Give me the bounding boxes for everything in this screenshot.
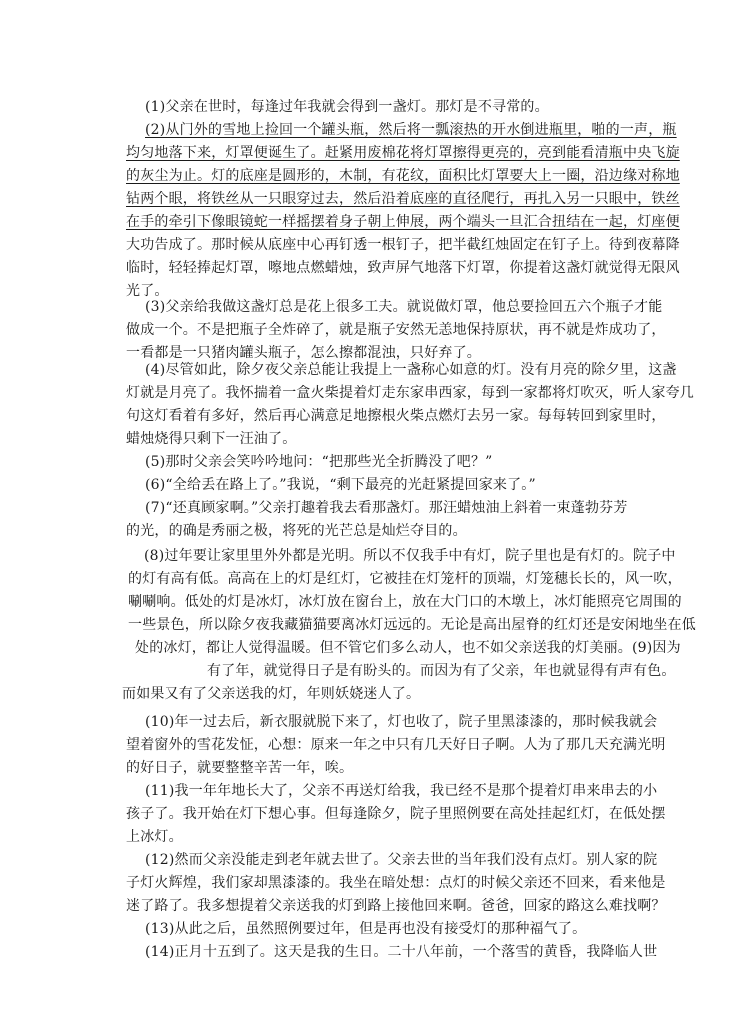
text-line: 做成一个。不是把瓶子全炸碎了，就是瓶子安然无恙地保持原状，再不就是炸成功了， — [126, 322, 666, 338]
text-line: 一些景色，所以除夕夜我藏猫猫要离冰灯远远的。无论是高出屋脊的红灯还是安闲地坐在低 — [128, 617, 696, 633]
text-line: 唰唰响。低处的灯是冰灯，冰灯放在窗台上，放在大门口的木墩上，冰灯能照亮它周围的 — [128, 594, 682, 610]
text-line: (2)从门外的雪地上捡回一个罐头瓶，然后将一瓢滚热的开水倒进瓶里，啪的一声，瓶 — [145, 122, 677, 138]
text-line: (14)正月十五到了。这天是我的生日。二十八年前，一个落雪的黄昏，我降临人世 — [145, 944, 658, 960]
text-line: 处的冰灯，都让人觉得温暖。但不管它们多么动人，也不如父亲送我的灯美丽。(9)因为 — [135, 640, 681, 656]
text-line: 的灰尘为止。灯的底座是圆形的，木制，有花纹，面积比灯罩要大上一圈，沿边缘对称地 — [126, 168, 680, 184]
text-line: 孩子了。我开始在灯下想心事。但每逢除夕，院子里照例要在高处挂起红灯，在低处摆 — [126, 806, 666, 822]
text-line: 灯就是月亮了。我怀揣着一盒火柴提着灯走东家串西家，每到一家都将灯吹灭，听人家夸几 — [126, 385, 694, 401]
text-line: 而如果又有了父亲送我的灯，年则妖娆迷人了。 — [122, 686, 421, 702]
text-line: 有了年，就觉得日子是有盼头的。而因为有了父亲，年也就显得有声有色。 — [207, 663, 676, 679]
text-line: 光了。 — [126, 283, 169, 299]
text-line: (4)尽管如此，除夕夜父亲总能让我提上一盏称心如意的灯。没有月亮的除夕里，这盏 — [145, 362, 677, 378]
text-line: (8)过年要让家里里外外都是光明。所以不仅我手中有灯，院子里也是有灯的。院子中 — [144, 548, 676, 564]
text-line: 子灯火辉煌，我们家却黑漆漆的。我坐在暗处想：点灯的时候父亲还不回来，看来他是 — [126, 875, 666, 891]
text-line: (6)“全给丢在路上了。”我说，“剩下最亮的光赶紧提回家来了。” — [145, 477, 536, 493]
text-line: 大功告成了。那时候从底座中心再钉透一根钉子，把半截红烛固定在钉子上。待到夜幕降 — [126, 237, 680, 253]
text-line: 临时，轻轻捧起灯罩，嚓地点燃蜡烛，致声屏气地落下灯罩，你提着这盏灯就觉得无限风 — [126, 260, 680, 276]
text-line: (3)父亲给我做这盏灯总是花上很多工夫。就说做灯罩，他总要捡回五六个瓶子才能 — [145, 299, 663, 315]
text-line: 的灯有高有低。高高在上的灯是红灯，它被挂在灯笼杆的顶端，灯笼穗长长的，风一吹， — [128, 571, 682, 587]
text-line: 上冰灯。 — [126, 829, 183, 845]
text-line: (12)然而父亲没能走到老年就去世了。父亲去世的当年我们没有点灯。别人家的院 — [145, 852, 658, 868]
text-line: (11)我一年年地长大了，父亲不再送灯给我，我已经不是那个提着灯串来串去的小 — [145, 783, 658, 799]
text-line: 一看都是一只猪肉罐头瓶子，怎么擦都混浊，只好弃了。 — [126, 345, 481, 361]
text-line: (1)父亲在世时，每逢过年我就会得到一盏灯。那灯是不寻常的。 — [145, 99, 549, 115]
text-line: 迷了路了。我多想提着父亲送我的灯到路上接他回来啊。爸爸，回家的路这么难找啊？ — [126, 898, 666, 914]
text-line: (5)那时父亲会笑吟吟地问：“把那些光全折腾没了吧？” — [145, 454, 493, 470]
text-line: 钻两个眼，将铁丝从一只眼穿过去，然后沿着底座的直径爬行，再扎入另一只眼中，铁丝 — [126, 191, 680, 207]
text-line: (10)年一过去后，新衣服就脱下来了，灯也收了，院子里黑漆漆的，那时候我就会 — [145, 714, 658, 730]
text-line: 蜡烛烧得只剩下一汪油了。 — [126, 431, 297, 447]
text-line: 望着窗外的雪花发怔，心想：原来一年之中只有几天好日子啊。人为了那几天充满光明 — [126, 737, 666, 753]
text-line: 句这灯看着有多好，然后再心满意足地擦根火柴点燃灯去另一家。每每转回到家里时， — [126, 408, 666, 424]
text-line: (7)“还真顾家啊。”父亲打趣着我去看那盏灯。那汪蜡烛油上斜着一束蓬勃芬芳 — [145, 500, 628, 516]
text-line: 的好日子，就要整整辛苦一年，唉。 — [126, 760, 354, 776]
text-line: (13)从此之后，虽然照例要过年，但是再也没有接受灯的那种福气了。 — [145, 921, 587, 937]
text-line: 在手的牵引下像眼镜蛇一样摇摆着身子朝上伸展，两个端头一旦汇合扭结在一起，灯座便 — [126, 214, 680, 230]
text-line: 的光，的确是秀丽之极，将死的光芒总是灿烂夺目的。 — [126, 523, 467, 539]
text-line: 均匀地落下来，灯罩便诞生了。赶紧用废棉花将灯罩擦得更亮的，亮到能看清瓶中央飞旋 — [126, 145, 680, 161]
